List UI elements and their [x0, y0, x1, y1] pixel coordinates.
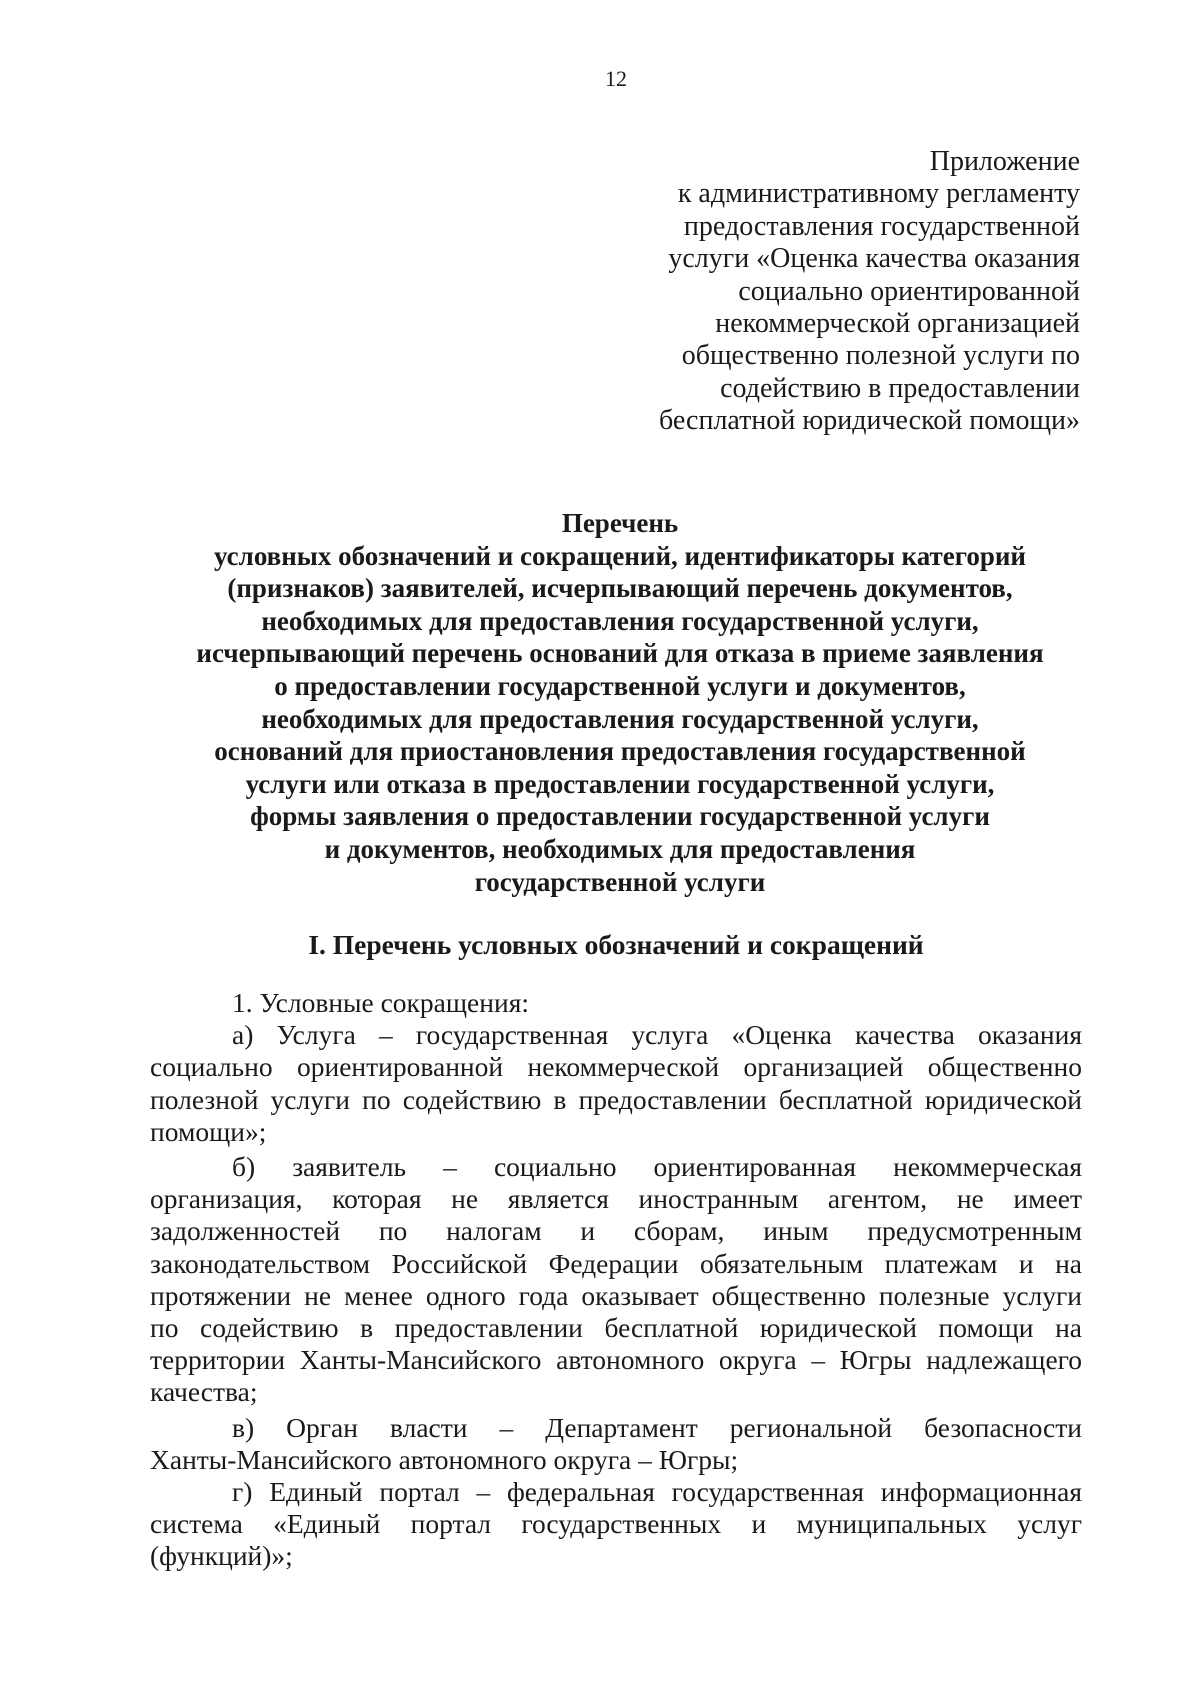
paragraph-line: система «Единый портал государственных и муниципальных услуг — [150, 1508, 1082, 1540]
title-line: оснований для приостановления предоставления государственной — [214, 736, 1026, 767]
paragraph-line: полезной услуги по содействию в предоставлении бесплатной юридической — [150, 1083, 1082, 1115]
paragraph-line: организация, которая не является иностранным агентом, не имеет — [150, 1183, 1082, 1215]
appendix-line: предоставления государственной — [683, 210, 1080, 242]
paragraph-line: задолженностей по налогам и сборам, иным предусмотренным — [150, 1215, 1082, 1247]
item-1: 1. Условные сокращения: — [232, 987, 529, 1018]
paragraph-line: (функций)»; — [150, 1540, 293, 1572]
title-line: о предоставлении государственной услуги и документов, — [274, 670, 966, 701]
body-text — [150, 987, 1082, 1573]
paragraph-g — [150, 1476, 1082, 1573]
appendix-line: некоммерческой организацией — [715, 308, 1080, 340]
title-line: услуги или отказа в предоставлении государственной услуги, — [245, 768, 995, 799]
appendix-line: содействию в предоставлении — [720, 372, 1080, 404]
title-line: условных обозначений и сокращений, идентификаторы категорий — [214, 540, 1026, 571]
title-line: необходимых для предоставления государственной услуги, — [261, 605, 979, 636]
paragraph-a — [150, 1019, 1082, 1148]
title-line: государственной услуги — [474, 866, 766, 897]
paragraph-line: в) Орган власти – Департамент региональной безопасности — [232, 1411, 1082, 1443]
title-line: формы заявления о предоставлении государственной услуги — [250, 801, 990, 832]
paragraph-b — [150, 1151, 1082, 1409]
paragraph-line: а) Услуга – государственная услуга «Оценка качества оказания — [232, 1019, 1082, 1051]
page-number: 12 — [605, 66, 627, 91]
paragraph-line: законодательством Российской Федерации обязательным платежам и на — [150, 1247, 1082, 1279]
appendix-header — [480, 146, 1080, 438]
appendix-line: к административному регламенту — [677, 178, 1080, 210]
paragraph-line: территории Ханты-Мансийского автономного округа – Югры надлежащего — [150, 1344, 1082, 1376]
appendix-line: услуги «Оценка качества оказания — [668, 243, 1080, 275]
appendix-line: общественно полезной услуги по — [681, 340, 1080, 372]
paragraph-line: б) заявитель – социально ориентированная некоммерческая — [232, 1151, 1082, 1183]
title-line: (признаков) заявителей, исчерпывающий перечень документов, — [227, 573, 1013, 604]
title-line: и документов, необходимых для предоставления — [324, 833, 916, 864]
section-heading: I. Перечень условных обозначений и сокращений — [308, 929, 924, 960]
appendix-line: Приложение — [929, 146, 1080, 177]
title-line: исчерпывающий перечень оснований для отказа в приеме заявления — [196, 638, 1044, 669]
paragraph-line: г) Единый портал – федеральная государственная информационная — [232, 1476, 1082, 1508]
appendix-line: бесплатной юридической помощи» — [659, 405, 1080, 437]
title-line: Перечень — [561, 508, 679, 538]
paragraph-line: по содействию в предоставлении бесплатной юридической помощи на — [150, 1312, 1082, 1344]
document-title — [150, 507, 1090, 898]
paragraph-line: помощи»; — [150, 1115, 267, 1147]
paragraph-v — [150, 1412, 1082, 1476]
paragraph-line: качества; — [150, 1376, 258, 1408]
paragraph-line: социально ориентированной некоммерческой организацией общественно — [150, 1051, 1082, 1083]
paragraph-line: Ханты-Мансийского автономного округа – Югры; — [150, 1443, 739, 1475]
paragraph-line: протяжении не менее одного года оказывает общественно полезные услуги — [150, 1279, 1082, 1311]
title-line: необходимых для предоставления государственной услуги, — [261, 703, 979, 734]
appendix-line: социально ориентированной — [738, 275, 1080, 307]
